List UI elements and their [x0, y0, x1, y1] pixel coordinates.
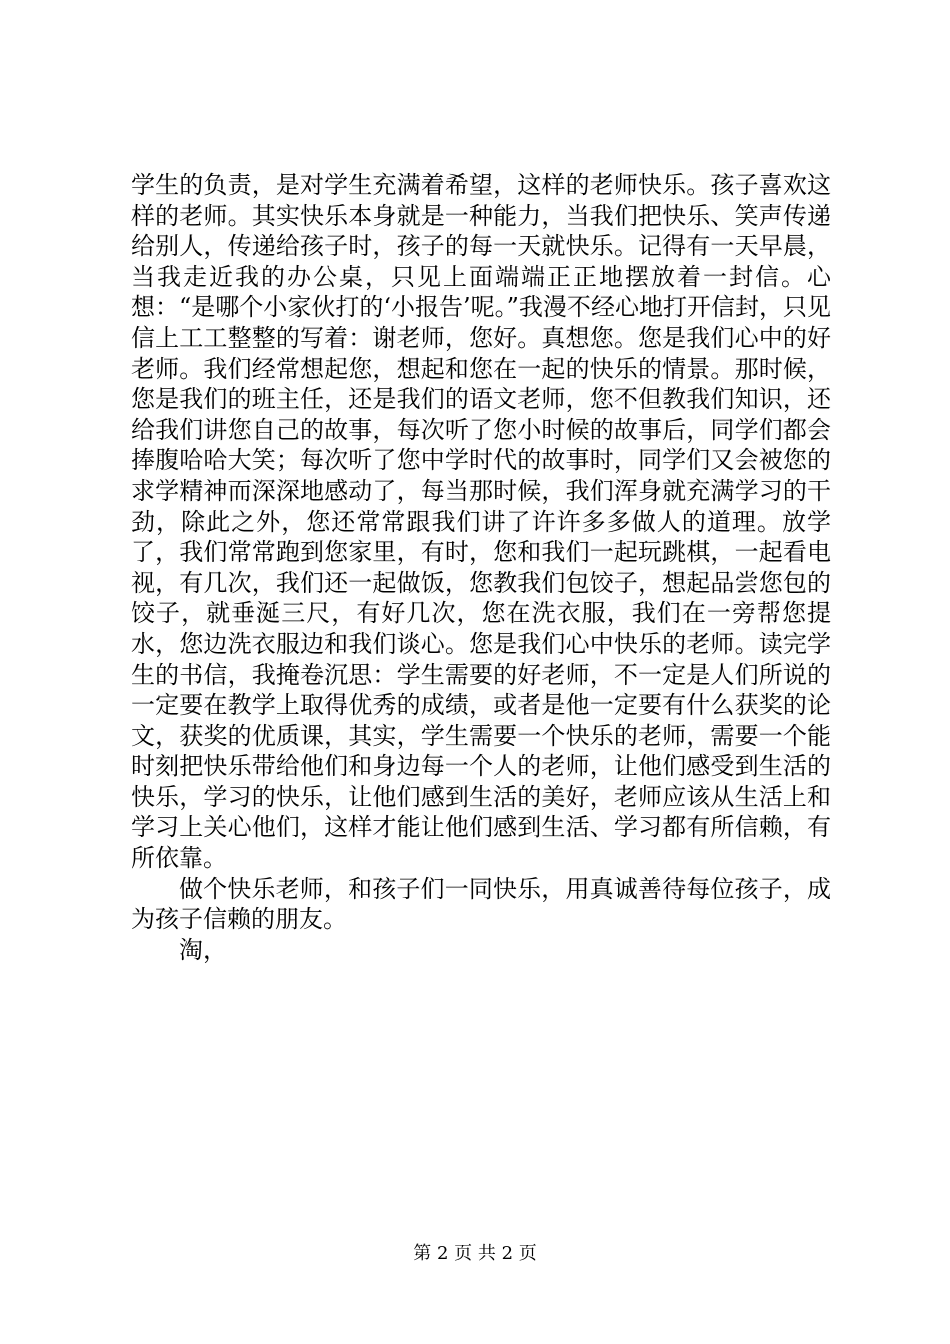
paragraph-letter: 学生的负责，是对学生充满着希望，这样的老师快乐。孩子喜欢这样的老师。其实快乐本身就是一种能力，当我们把快乐、笑声传递给别人，传递给孩子时，孩子的每一天就快乐。记得有一天早晨，当我走近我的办公桌，只见上面端端正正地摆放着一封信。心想：“是哪个小家伙打的‘小报告’呢。”我漫不经心地打开信封，只见信上工工整整的写着：谢老师，您好。真想您。您是我们心中的好老师。我们经常想起您，想起和您在一起的快乐的情景。那时候，您是我们的班主任，还是我们的语文老师，您不但教我们知识，还给我们讲您自己的故事，每次听了您小时候的故事后，同学们都会捧腹哈哈大笑；每次听了您中学时代的故事时，同学们又会被您的求学精神而深深地感动了，每当那时候，我们浑身就充满学习的干劲，除此之外，您还常常跟我们讲了许许多多做人的道理。放学了，我们常常跑到您家里，有时，您和我们一起玩跳棋，一起看电视，有几次，我们还一起做饭，您教我们包饺子，想起品尝您包的饺子，就垂涎三尺，有好几次，您在洗衣服，我们在一旁帮您提水，您边洗衣服边和我们谈心。您是我们心中快乐的老师。读完学生的书信，我掩卷沉思：学生需要的好老师，不一定是人们所说的一定要在教学上取得优秀的成绩，或者是他一定要有什么获奖的论文，获奖的优质课，其实，学生需要一个快乐的老师，需要一个能时刻把快乐带给他们和身边每一个人的老师，让他们感受到生活的快乐，学习的快乐，让他们感到生活的美好，老师应该从生活上和学习上关心他们，这样才能让他们感到生活、学习都有所信赖，有所依靠。 [131, 171, 831, 873]
paragraph-fragment: 淘， [179, 935, 227, 964]
paragraph-conclusion: 做个快乐老师，和孩子们一同快乐，用真诚善待每位孩子，成为孩子信赖的朋友。 [131, 874, 831, 934]
document-body [131, 170, 831, 965]
page-number-footer: 第 2 页 共 2 页 [413, 1243, 537, 1264]
